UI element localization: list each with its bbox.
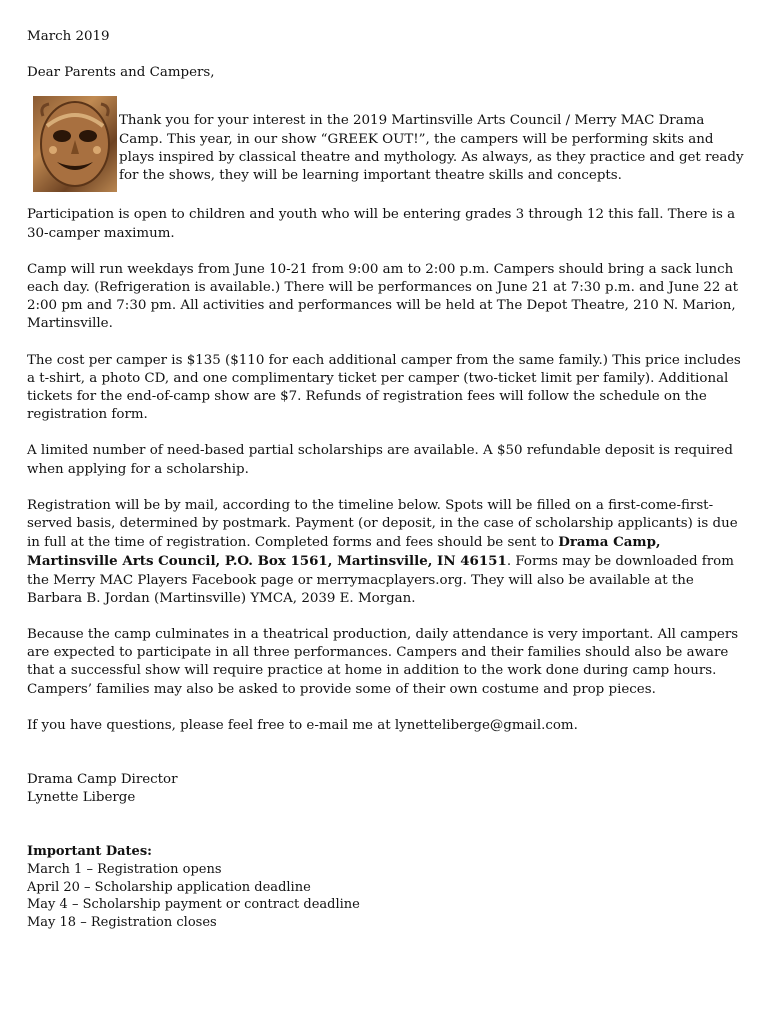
salutation: Dear Parents and Campers, <box>27 65 215 81</box>
intro-paragraph: Thank you for your interest in the 2019 Martinsville Arts Council / Merry MAC Drama Camp. This year, in our show “GREEK OUT!”, the campers will be performing skits and plays inspired by classical theatre and mythology. As always, as they practice and get ready for the shows, they will be learning important theatre skills and concepts. <box>119 113 744 184</box>
schedule-paragraph: Camp will run weekdays from June 10-21 from 9:00 am to 2:00 p.m. Campers should bring a sack lunch each day. (Refrigeration is available.) There will be performances on June 21 at 7:30 p.m. and June 22 at 2:00 pm and 7:30 pm. All activities and performances will be held at The Depot Theatre, 210 N. Marion, Martinsville. <box>27 261 738 332</box>
signature-title: Drama Camp Director <box>27 772 178 788</box>
registration-text-after: . Forms may be downloaded from the Merry MAC Players Facebook page or merrymacplayers.org. They will also be available at the Barbara B. Jordan (Martinsville) YMCA, 2039 E. Morgan. <box>27 554 734 606</box>
date-item: March 1 – Registration opens <box>27 862 222 878</box>
mailing-address: Drama Camp, Martinsville Arts Council, P.O. Box 1561, Martinsville, IN 46151 <box>27 534 661 570</box>
attendance-paragraph: Because the camp culminates in a theatrical production, daily attendance is very important. All campers are expected to participate in all three performances. Campers and their families should also be aware that a successful show will require practice at home in addition to the work done during camp hours. Campers’ families may also be asked to provide some of their own costume and prop pieces. <box>27 627 739 697</box>
theatre-mask-icon <box>33 96 117 192</box>
letter <box>27 28 745 931</box>
cost-paragraph: The cost per camper is $135 ($110 for each additional camper from the same family.) This price includes a t-shirt, a photo CD, and one complimentary ticket per camper (two-ticket limit per family). Additional tickets for the end-of-camp show are $7. Refunds of registration fees will follow the schedule on the registration form. <box>27 352 741 423</box>
participation-paragraph: Participation is open to children and youth who will be entering grades 3 through 12 this fall. There is a 30-camper maximum. <box>27 207 736 241</box>
date-item: May 4 – Scholarship payment or contract deadline <box>27 897 360 913</box>
registration-text-before: Registration will be by mail, according to the timeline below. Spots will be filled on a first-come-first-served basis, determined by postmark. Payment (or deposit, in the case of scholarship applicants) is due in full at the time of registration. Completed forms and fees should be sent to <box>27 497 738 551</box>
signature-block <box>27 771 745 807</box>
registration-paragraph <box>27 497 745 608</box>
theatre-mask-image <box>33 96 117 192</box>
questions-paragraph: If you have questions, please feel free to e-mail me at lynetteliberge@gmail.com. <box>27 717 578 733</box>
important-dates-heading: Important Dates: <box>27 844 152 860</box>
scholarship-paragraph: A limited number of need-based partial scholarships are available. A $50 refundable deposit is required when applying for a scholarship. <box>27 443 733 477</box>
signature-name: Lynette Liberge <box>27 790 136 806</box>
date-item: April 20 – Scholarship application deadline <box>27 879 311 895</box>
important-dates <box>27 843 745 931</box>
intro-section <box>27 96 745 193</box>
date-item: May 18 – Registration closes <box>27 914 217 930</box>
letter-date: March 2019 <box>27 29 110 44</box>
